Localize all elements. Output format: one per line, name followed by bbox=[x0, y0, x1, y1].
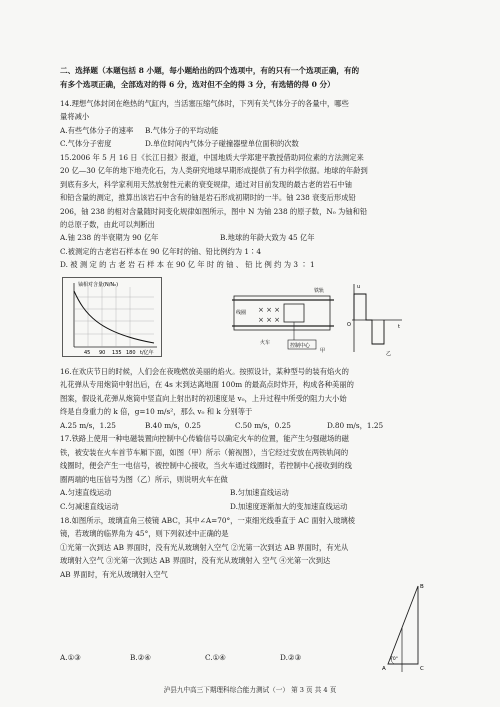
q15-stem-4: 和铅含量的测定，推算出该岩石中含有的铀是岩石形成初期时的一半。铀 238 衰变后形成铅 bbox=[60, 193, 356, 202]
q15-option-d[interactable]: D. 被 测 定 的 古 老 岩 石 样 本 在 90 亿 年 时 的 铀 、 铅 比 例 约 为 3 ∶ 1 bbox=[60, 260, 315, 269]
label-iron: 铁轨 bbox=[314, 288, 325, 294]
figure-frame bbox=[63, 278, 162, 357]
q14-option-b[interactable]: B.气体分子的平均动能 bbox=[145, 126, 219, 135]
voltage-signal-figure bbox=[346, 280, 406, 358]
label-jia: 甲 bbox=[320, 348, 326, 354]
section-title: 二、选择题（本题包括 8 小题，每小题给出的四个选项中，有的只有一个选项正确，有的 bbox=[60, 66, 360, 75]
angle-label: 70° bbox=[390, 657, 398, 662]
xtick-135: 135 bbox=[112, 350, 122, 356]
field-marks bbox=[258, 306, 280, 324]
q17-options-row2 bbox=[60, 502, 460, 512]
railway-coil-figure bbox=[230, 282, 340, 354]
voltage-trace bbox=[354, 294, 384, 344]
q14-options-row1 bbox=[60, 126, 460, 136]
q14-options-row2 bbox=[60, 139, 460, 149]
q15-stem-6: 的总原子数，由此可以判断出 bbox=[60, 220, 155, 229]
q18-stem-5: AB 界面时，有光从玻璃射入空气 bbox=[60, 570, 168, 579]
q16-options bbox=[60, 421, 460, 431]
label-train: 火车 bbox=[260, 340, 271, 346]
label-yi: 乙 bbox=[386, 351, 392, 357]
q15-option-a[interactable]: A.铀 238 的半衰期为 90 亿年 bbox=[60, 233, 159, 242]
label-coil: 线圈 bbox=[236, 310, 247, 316]
q17-stem-1: 17.铁路上使用一种电磁装置向控制中心传输信号以确定火车的位置，能产生匀强磁场的磁 bbox=[60, 434, 349, 443]
q16-option-c[interactable]: C.50 m/s，0.25 bbox=[235, 421, 291, 430]
q18-option-c[interactable]: C.①④ bbox=[205, 653, 226, 662]
q18-stem-2: 镜，若玻璃的临界角为 45°，则下列叙述中正确的是 bbox=[60, 529, 229, 538]
decay-curve bbox=[74, 291, 154, 343]
q18-option-d[interactable]: D.②③ bbox=[280, 653, 301, 662]
q16-stem-1: 16.在欢庆节日的时候，人们会在夜晚燃放美丽的焰火。按照设计，某种型号的装有焰火的 bbox=[60, 367, 349, 376]
magnet-frame bbox=[234, 296, 330, 330]
svg-text:× × ×: × × × bbox=[258, 306, 281, 314]
xtick-180: 180 bbox=[126, 350, 136, 356]
q17-stem-3: 线圈时，便会产生一电信号，被控制中心接收，当火车通过线圈时，若控制中心接收到的线 bbox=[60, 461, 352, 470]
axis-u: u bbox=[357, 284, 361, 290]
q15-options-row1 bbox=[60, 233, 460, 243]
q16-option-d[interactable]: D.80 m/s，1.25 bbox=[327, 421, 384, 430]
vertex-b: B bbox=[420, 584, 424, 590]
svg-text:× × ×: × × × bbox=[258, 316, 281, 324]
q16-option-b[interactable]: B.40 m/s，0.25 bbox=[145, 421, 201, 430]
q16-stem-2: 礼花弹从专用炮筒中射出后，在 4s 末到达离地面 100m 的最高点时炸开，构成各种美丽的 bbox=[60, 380, 354, 389]
q16-stem-4: 终是自身重力的 k 倍，g=10 m/s²，那么 v₀ 和 k 分别等于 bbox=[60, 407, 253, 416]
q17-option-b[interactable]: B.匀加速直线运动 bbox=[230, 488, 289, 497]
q18-stem-3: ①光第一次到达 AB 界面时，没有光从玻璃射入空气 ②光第一次到达 AB 界面时，有光从 bbox=[60, 543, 349, 552]
q17-option-d[interactable]: D.加速度逐渐加大的变加速直线运动 bbox=[230, 502, 348, 511]
q17-options-row1 bbox=[60, 488, 460, 498]
q16-stem-3: 图案，假设礼花弹从炮筒中竖直向上射出时的初速度是 v₀，上升过程中所受的阻力大小始 bbox=[60, 394, 347, 403]
axis-t: t bbox=[398, 324, 400, 330]
xtick-45: 45 bbox=[84, 350, 91, 356]
q14-option-c[interactable]: C.气体分子密度 bbox=[60, 139, 112, 148]
xtick-90: 90 bbox=[99, 350, 106, 356]
axis-o: O bbox=[347, 322, 351, 328]
section-title-cont: 有多个选项正确，全部选对的得 6 分，选对但不全的得 3 分，有选错的得 0 分） bbox=[60, 80, 335, 89]
grid bbox=[74, 287, 154, 347]
vertex-c: C bbox=[420, 666, 424, 672]
q17-stem-2: 铁，被安装在火车首节车厢下面，如图（甲）所示（俯视图），当它经过安放在两铁轨间的 bbox=[60, 448, 349, 457]
decay-xunit: t/亿年 bbox=[140, 350, 154, 356]
label-control: 控制中心 bbox=[290, 343, 311, 349]
q14-option-a[interactable]: A.有些气体分子的速率 bbox=[60, 126, 134, 135]
q18-stem-4: 玻璃射入空气 ③光第一次到达 AB 界面时，没有光从玻璃射入 空气 ④光第一次到达 bbox=[60, 556, 331, 565]
q15-option-b[interactable]: B.地球的年龄大致为 45 亿年 bbox=[220, 233, 315, 242]
q18-stem-1: 18.如图所示，玻璃直角三棱镜 ABC，其中∠A=70°，一束细光线垂直于 AC 面射入玻璃棱 bbox=[60, 516, 356, 525]
q18-option-b[interactable]: B.②④ bbox=[130, 653, 151, 662]
vertex-a: A bbox=[382, 666, 386, 672]
q14-stem-cont: 量将减小 bbox=[60, 112, 90, 121]
q18-options bbox=[60, 653, 460, 663]
q17-stem-4: 圈两端的电压信号为图（乙）所示，则说明火车在做 bbox=[60, 475, 228, 484]
q18-option-a[interactable]: A.①③ bbox=[60, 653, 81, 662]
decay-ylabel: 铀相对含量(N/N₀) bbox=[78, 282, 119, 288]
q16-option-a[interactable]: A.25 m/s，1.25 bbox=[60, 421, 116, 430]
q14-option-d[interactable]: D.单位时间内气体分子碰撞器壁单位面积的次数 bbox=[145, 139, 299, 148]
q17-option-a[interactable]: A.匀速直线运动 bbox=[60, 488, 112, 497]
q15-stem-3: 到底有多大，科学家利用天然放射性元素的衰变规律，通过对目前发现的最古老的岩石中铀 bbox=[60, 180, 352, 189]
coil-box bbox=[284, 304, 304, 322]
q14-stem: 14.理想气体封闭在绝热的气缸内，当活塞压缩气体时，下列有关气体分子的各量中，哪些 bbox=[60, 99, 349, 108]
q15-option-c[interactable]: C.被测定的古老岩石样本在 90 亿年时的铀、铅比例约为 1∶4 bbox=[60, 247, 261, 256]
q17-option-c[interactable]: C.匀减速直线运动 bbox=[60, 502, 119, 511]
q15-stem-1: 15.2006 年 5 月 16 日《长江日报》报道，中国地质大学郑建平教授借助同位素的方法测定来 bbox=[60, 153, 364, 162]
page-footer: 泸县九中高三下期理科综合能力测试（一） 第 3 页 共 4 页 bbox=[163, 686, 337, 694]
decay-curve-figure bbox=[62, 277, 162, 357]
q15-stem-2: 20 亿—30 亿年的地下地壳化石，为人类研究地球早期形成提供了有力科学依据。地球的年龄到 bbox=[60, 166, 368, 175]
q15-stem-5: 206，铀 238 的相对含量随时间变化规律如图所示，图中 N 为铀 238 的原子数，N₀ 为铀和铅 bbox=[60, 207, 368, 216]
